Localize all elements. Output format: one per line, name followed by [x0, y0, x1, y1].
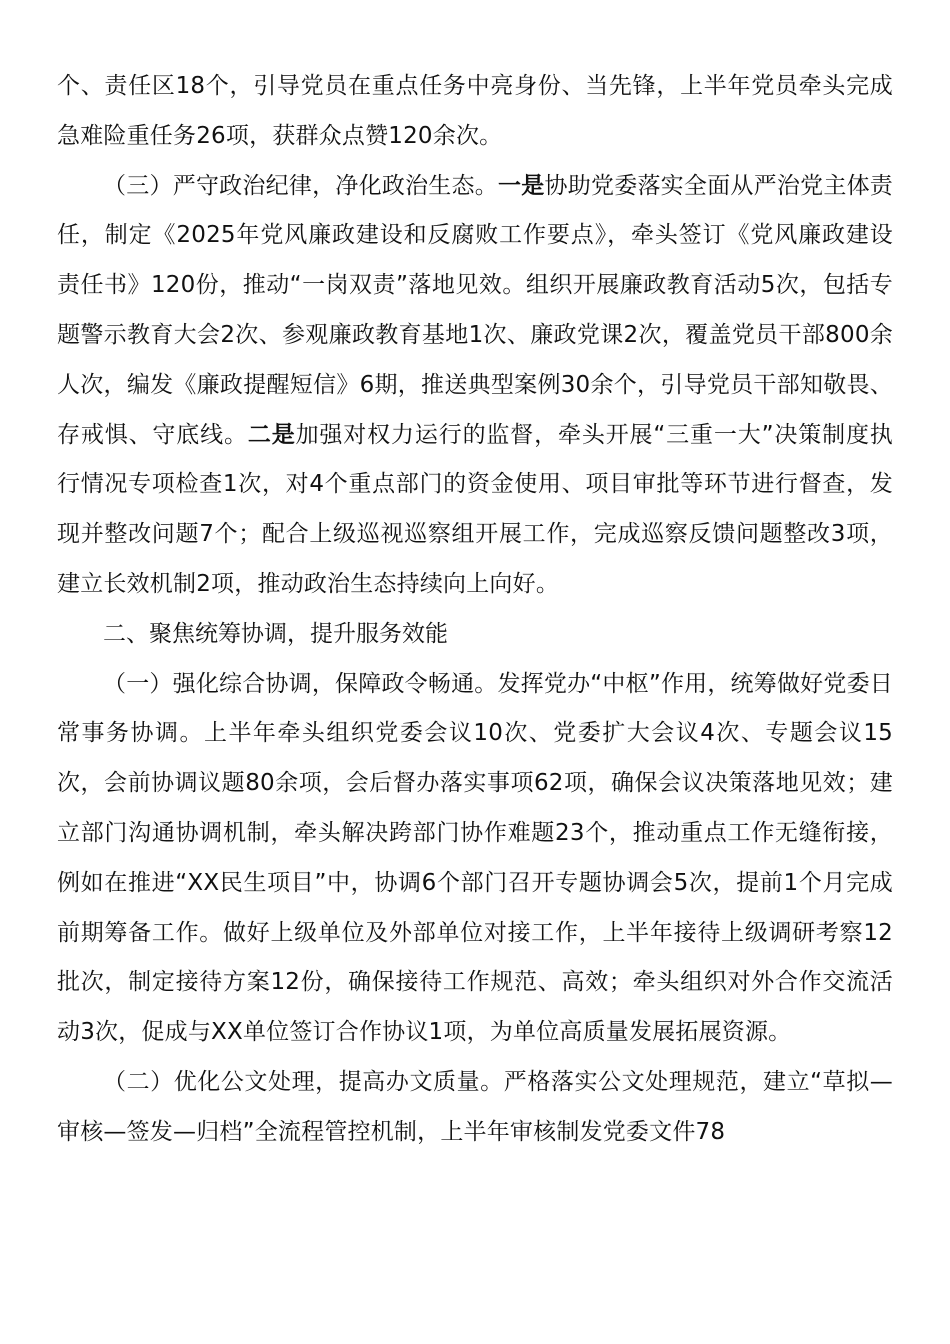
paragraph-document-processing: [57, 1058, 893, 1158]
section-heading-text: 二、聚焦统筹协调，提升服务效能: [103, 620, 448, 647]
point-one-text: 协助党委落实全面从严治党主体责任，制定《2025年党风廉政建设和反腐败工作要点》，牵头签订《党风廉政建设责任书》120份，推动“一岗双责”落地见效。组织开展廉政教育活动5次，包括专题警示教育大会2次、参观廉政教育基地1次、廉政党课2次，覆盖党员干部800余人次，编发《廉政提醒短信》6期，推送典型案例30余个，引导党员干部知敬畏、存戒惧、守底线。: [57, 172, 894, 448]
document-page: [57, 62, 893, 1158]
paragraph-text: （二）优化公文处理，提高办文质量。严格落实公文处理规范，建立“草拟—审核—签发—归档”全流程管控机制，上半年审核制发党委文件78: [57, 1068, 893, 1145]
paragraph-party-duty-zones: [57, 62, 893, 162]
point-two-label: 二是: [247, 421, 296, 448]
paragraph-political-discipline: [57, 162, 893, 610]
paragraph-lead: （三）严守政治纪律，净化政治生态。: [103, 172, 499, 199]
section-heading-coordination: [57, 610, 893, 660]
paragraph-text: 个、责任区18个，引导党员在重点任务中亮身份、当先锋，上半年党员牵头完成急难险重任务26项，获群众点赞120余次。: [57, 73, 893, 149]
paragraph-text: （一）强化综合协调，保障政令畅通。发挥党办“中枢”作用，统筹做好党委日常事务协调。上半年牵头组织党委会议10次、党委扩大会议4次、专题会议15次，会前协调议题80余项，会后督办落实事项62项，确保会议决策落地见效；建立部门沟通协调机制，牵头解决跨部门协作难题23个，推动重点工作无缝衔接，例如在推进“XX民生项目”中，协调6个部门召开专题协调会5次，提前1个月完成前期筹备工作。做好上级单位及外部单位对接工作，上半年接待上级调研考察12批次，制定接待方案12份，确保接待工作规范、高效；牵头组织对外合作交流活动3次，促成与XX单位签订合作协议1项，为单位高质量发展拓展资源。: [57, 670, 893, 1046]
point-one-label: 一是: [498, 172, 545, 199]
point-two-text: 加强对权力运行的监督，牵头开展“三重一大”决策制度执行情况专项检查1次，对4个重点部门的资金使用、项目审批等环节进行督查，发现并整改问题7个；配合上级巡视巡察组开展工作，完成巡察反馈问题整改3项，建立长效机制2项，推动政治生态持续向上向好。: [57, 421, 894, 597]
paragraph-comprehensive-coordination: [57, 660, 893, 1058]
